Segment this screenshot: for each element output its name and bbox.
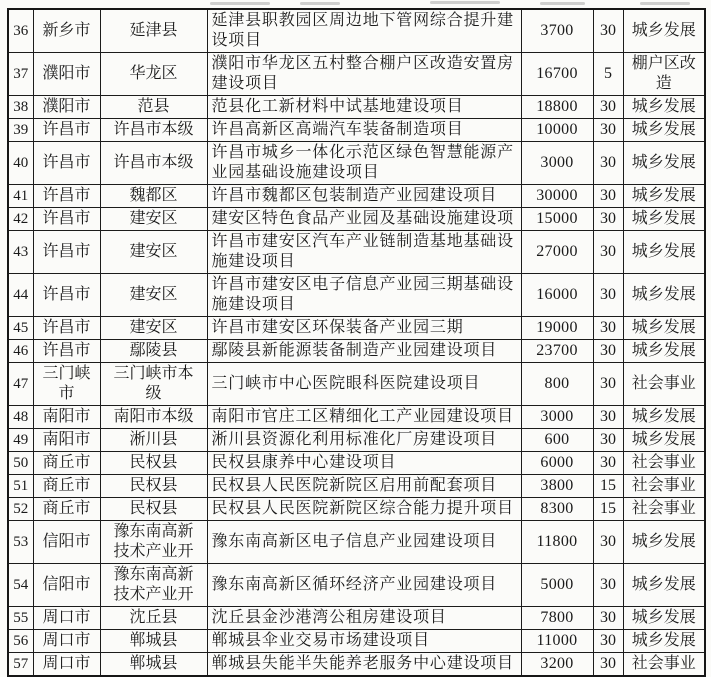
cell-amount: 6000: [521, 452, 593, 475]
table-row: [8, 406, 705, 429]
cell-city: 周口市: [33, 653, 100, 677]
cell-no: 36: [8, 9, 33, 53]
cell-term: 30: [593, 231, 623, 274]
cell-project: 三门峡市中心医院眼科医院建设项目: [207, 363, 521, 406]
cell-amount: 16000: [521, 274, 593, 317]
cell-amount: 3000: [521, 142, 593, 185]
cell-county: 豫东南高新技术产业开: [100, 521, 207, 564]
cell-no: 50: [8, 452, 33, 475]
table-row: [8, 498, 705, 521]
cell-project: 豫东南高新区电子信息产业园建设项目: [207, 521, 521, 564]
cell-term: 30: [593, 406, 623, 429]
cell-term: 30: [593, 653, 623, 677]
cell-project: 濮阳市华龙区五村整合棚户区改造安置房建设项目: [207, 53, 521, 96]
cell-amount: 16700: [521, 53, 593, 96]
cell-city: 新乡市: [33, 9, 100, 53]
cell-term: 30: [593, 452, 623, 475]
cell-term: 30: [593, 119, 623, 142]
cell-amount: 23700: [521, 340, 593, 363]
cell-term: 30: [593, 607, 623, 630]
cell-no: 41: [8, 185, 33, 208]
cell-project: 许昌市魏都区包装制造产业园建设项目: [207, 185, 521, 208]
cell-county: 建安区: [100, 274, 207, 317]
cell-county: 民权县: [100, 452, 207, 475]
cell-project: 豫东南高新区循环经济产业园建设项目: [207, 564, 521, 607]
cell-no: 52: [8, 498, 33, 521]
cell-no: 56: [8, 630, 33, 653]
cell-city: 许昌市: [33, 317, 100, 340]
cell-city: 信阳市: [33, 521, 100, 564]
cell-no: 54: [8, 564, 33, 607]
cell-no: 42: [8, 208, 33, 231]
cell-county: 淅川县: [100, 429, 207, 452]
cell-city: 商丘市: [33, 498, 100, 521]
cell-project: 许昌市建安区环保装备产业园三期: [207, 317, 521, 340]
table-row: [8, 429, 705, 452]
cell-amount: 15000: [521, 208, 593, 231]
cell-amount: 30000: [521, 185, 593, 208]
cell-term: 30: [593, 185, 623, 208]
table-row: [8, 142, 705, 185]
cell-no: 46: [8, 340, 33, 363]
cell-category: 城乡发展: [623, 630, 705, 653]
table-row: [8, 119, 705, 142]
cell-no: 39: [8, 119, 33, 142]
cell-project: 郸城县失能半失能养老服务中心建设项目: [207, 653, 521, 677]
cell-project: 延津县职教园区周边地下管网综合提升建设项目: [207, 9, 521, 53]
cell-city: 濮阳市: [33, 53, 100, 96]
cell-city: 濮阳市: [33, 96, 100, 119]
cell-term: 30: [593, 521, 623, 564]
cell-amount: 11000: [521, 630, 593, 653]
cell-no: 57: [8, 653, 33, 677]
table-row: [8, 317, 705, 340]
cell-project: 许昌市城乡一体化示范区绿色智慧能源产业园基础设施建设项目: [207, 142, 521, 185]
cell-category: 城乡发展: [623, 119, 705, 142]
cell-amount: 7800: [521, 607, 593, 630]
cell-amount: 18800: [521, 96, 593, 119]
cell-category: 社会事业: [623, 498, 705, 521]
cell-amount: 11800: [521, 521, 593, 564]
cell-term: 30: [593, 274, 623, 317]
cell-category: 城乡发展: [623, 142, 705, 185]
cell-project: 民权县人民医院新院区综合能力提升项目: [207, 498, 521, 521]
cell-no: 47: [8, 363, 33, 406]
cell-term: 30: [593, 564, 623, 607]
cell-no: 43: [8, 231, 33, 274]
cell-term: 30: [593, 96, 623, 119]
table-row: [8, 9, 705, 53]
cell-county: 豫东南高新技术产业开: [100, 564, 207, 607]
cell-county: 华龙区: [100, 53, 207, 96]
table-row: [8, 53, 705, 96]
cell-no: 49: [8, 429, 33, 452]
cell-city: 商丘市: [33, 475, 100, 498]
cell-city: 周口市: [33, 630, 100, 653]
table-row: [8, 521, 705, 564]
cell-no: 44: [8, 274, 33, 317]
cell-category: 城乡发展: [623, 231, 705, 274]
cell-category: 社会事业: [623, 653, 705, 677]
cell-no: 51: [8, 475, 33, 498]
cell-project: 民权县康养中心建设项目: [207, 452, 521, 475]
table-row: [8, 231, 705, 274]
table-row: [8, 363, 705, 406]
scan-artifact: [430, 1, 500, 4]
cell-amount: 3000: [521, 406, 593, 429]
cell-city: 许昌市: [33, 231, 100, 274]
cell-amount: 5000: [521, 564, 593, 607]
cell-term: 5: [593, 53, 623, 96]
cell-county: 许昌市本级: [100, 119, 207, 142]
scan-artifact: [300, 2, 340, 5]
table-row: [8, 564, 705, 607]
cell-amount: 10000: [521, 119, 593, 142]
cell-amount: 3700: [521, 9, 593, 53]
scan-artifact: [540, 2, 585, 5]
cell-category: 社会事业: [623, 452, 705, 475]
cell-category: 社会事业: [623, 475, 705, 498]
cell-county: 民权县: [100, 498, 207, 521]
cell-county: 三门峡市本级: [100, 363, 207, 406]
cell-city: 商丘市: [33, 452, 100, 475]
cell-county: 鄢陵县: [100, 340, 207, 363]
cell-project: 范县化工新材料中试基地建设项目: [207, 96, 521, 119]
cell-city: 信阳市: [33, 564, 100, 607]
cell-amount: 3200: [521, 653, 593, 677]
cell-term: 30: [593, 429, 623, 452]
cell-county: 魏都区: [100, 185, 207, 208]
cell-city: 许昌市: [33, 340, 100, 363]
cell-category: 城乡发展: [623, 429, 705, 452]
cell-category: 城乡发展: [623, 96, 705, 119]
cell-no: 55: [8, 607, 33, 630]
table-row: [8, 653, 705, 677]
table-row: [8, 208, 705, 231]
cell-project: 沈丘县金沙港湾公租房建设项目: [207, 607, 521, 630]
cell-category: 城乡发展: [623, 406, 705, 429]
cell-county: 建安区: [100, 208, 207, 231]
cell-amount: 27000: [521, 231, 593, 274]
cell-county: 许昌市本级: [100, 142, 207, 185]
cell-category: 城乡发展: [623, 607, 705, 630]
cell-county: 郸城县: [100, 653, 207, 677]
table-row: [8, 274, 705, 317]
cell-county: 沈丘县: [100, 607, 207, 630]
cell-amount: 8300: [521, 498, 593, 521]
cell-city: 许昌市: [33, 185, 100, 208]
cell-city: 三门峡市: [33, 363, 100, 406]
cell-county: 建安区: [100, 317, 207, 340]
cell-city: 许昌市: [33, 142, 100, 185]
cell-county: 范县: [100, 96, 207, 119]
cell-project: 郸城县伞业交易市场建设项目: [207, 630, 521, 653]
cell-project: 民权县人民医院新院区启用前配套项目: [207, 475, 521, 498]
cell-category: 城乡发展: [623, 185, 705, 208]
cell-term: 30: [593, 142, 623, 185]
cell-amount: 3800: [521, 475, 593, 498]
cell-amount: 800: [521, 363, 593, 406]
cell-county: 延津县: [100, 9, 207, 53]
cell-city: 南阳市: [33, 406, 100, 429]
cell-county: 南阳市本级: [100, 406, 207, 429]
cell-project: 淅川县资源化利用标准化厂房建设项目: [207, 429, 521, 452]
table-row: [8, 340, 705, 363]
cell-no: 48: [8, 406, 33, 429]
cell-term: 15: [593, 498, 623, 521]
cell-county: 建安区: [100, 231, 207, 274]
scan-artifact: [210, 2, 270, 5]
cell-category: 城乡发展: [623, 521, 705, 564]
cell-city: 许昌市: [33, 274, 100, 317]
cell-term: 30: [593, 208, 623, 231]
cell-project: 许昌高新区高端汽车装备制造项目: [207, 119, 521, 142]
cell-category: 城乡发展: [623, 340, 705, 363]
cell-category: 社会事业: [623, 363, 705, 406]
cell-project: 南阳市官庄工区精细化工产业园建设项目: [207, 406, 521, 429]
table-row: [8, 96, 705, 119]
scan-artifact: [640, 2, 690, 5]
cell-category: 城乡发展: [623, 317, 705, 340]
table-row: [8, 475, 705, 498]
cell-county: 民权县: [100, 475, 207, 498]
cell-amount: 600: [521, 429, 593, 452]
cell-term: 30: [593, 9, 623, 53]
cell-term: 15: [593, 475, 623, 498]
cell-term: 30: [593, 317, 623, 340]
cell-project: 许昌市建安区汽车产业链制造基地基础设施建设项目: [207, 231, 521, 274]
table-row: [8, 607, 705, 630]
cell-city: 许昌市: [33, 208, 100, 231]
cell-term: 30: [593, 630, 623, 653]
project-funding-table: [7, 8, 706, 677]
cell-no: 40: [8, 142, 33, 185]
table-row: [8, 452, 705, 475]
cell-term: 30: [593, 363, 623, 406]
cell-category: 城乡发展: [623, 9, 705, 53]
cell-no: 45: [8, 317, 33, 340]
cell-county: 郸城县: [100, 630, 207, 653]
cell-project: 鄢陵县新能源装备制造产业园建设项目: [207, 340, 521, 363]
cell-city: 南阳市: [33, 429, 100, 452]
cell-category: 棚户区改造: [623, 53, 705, 96]
cell-city: 许昌市: [33, 119, 100, 142]
cell-no: 53: [8, 521, 33, 564]
table-row: [8, 630, 705, 653]
cell-city: 周口市: [33, 607, 100, 630]
cell-amount: 19000: [521, 317, 593, 340]
cell-project: 建安区特色食品产业园及基础设施建设项: [207, 208, 521, 231]
table-row: [8, 185, 705, 208]
cell-term: 30: [593, 340, 623, 363]
cell-category: 城乡发展: [623, 274, 705, 317]
cell-no: 37: [8, 53, 33, 96]
cell-category: 城乡发展: [623, 208, 705, 231]
table-body: [8, 9, 705, 676]
cell-category: 城乡发展: [623, 564, 705, 607]
cell-no: 38: [8, 96, 33, 119]
cell-project: 许昌市建安区电子信息产业园三期基础设施建设项目: [207, 274, 521, 317]
